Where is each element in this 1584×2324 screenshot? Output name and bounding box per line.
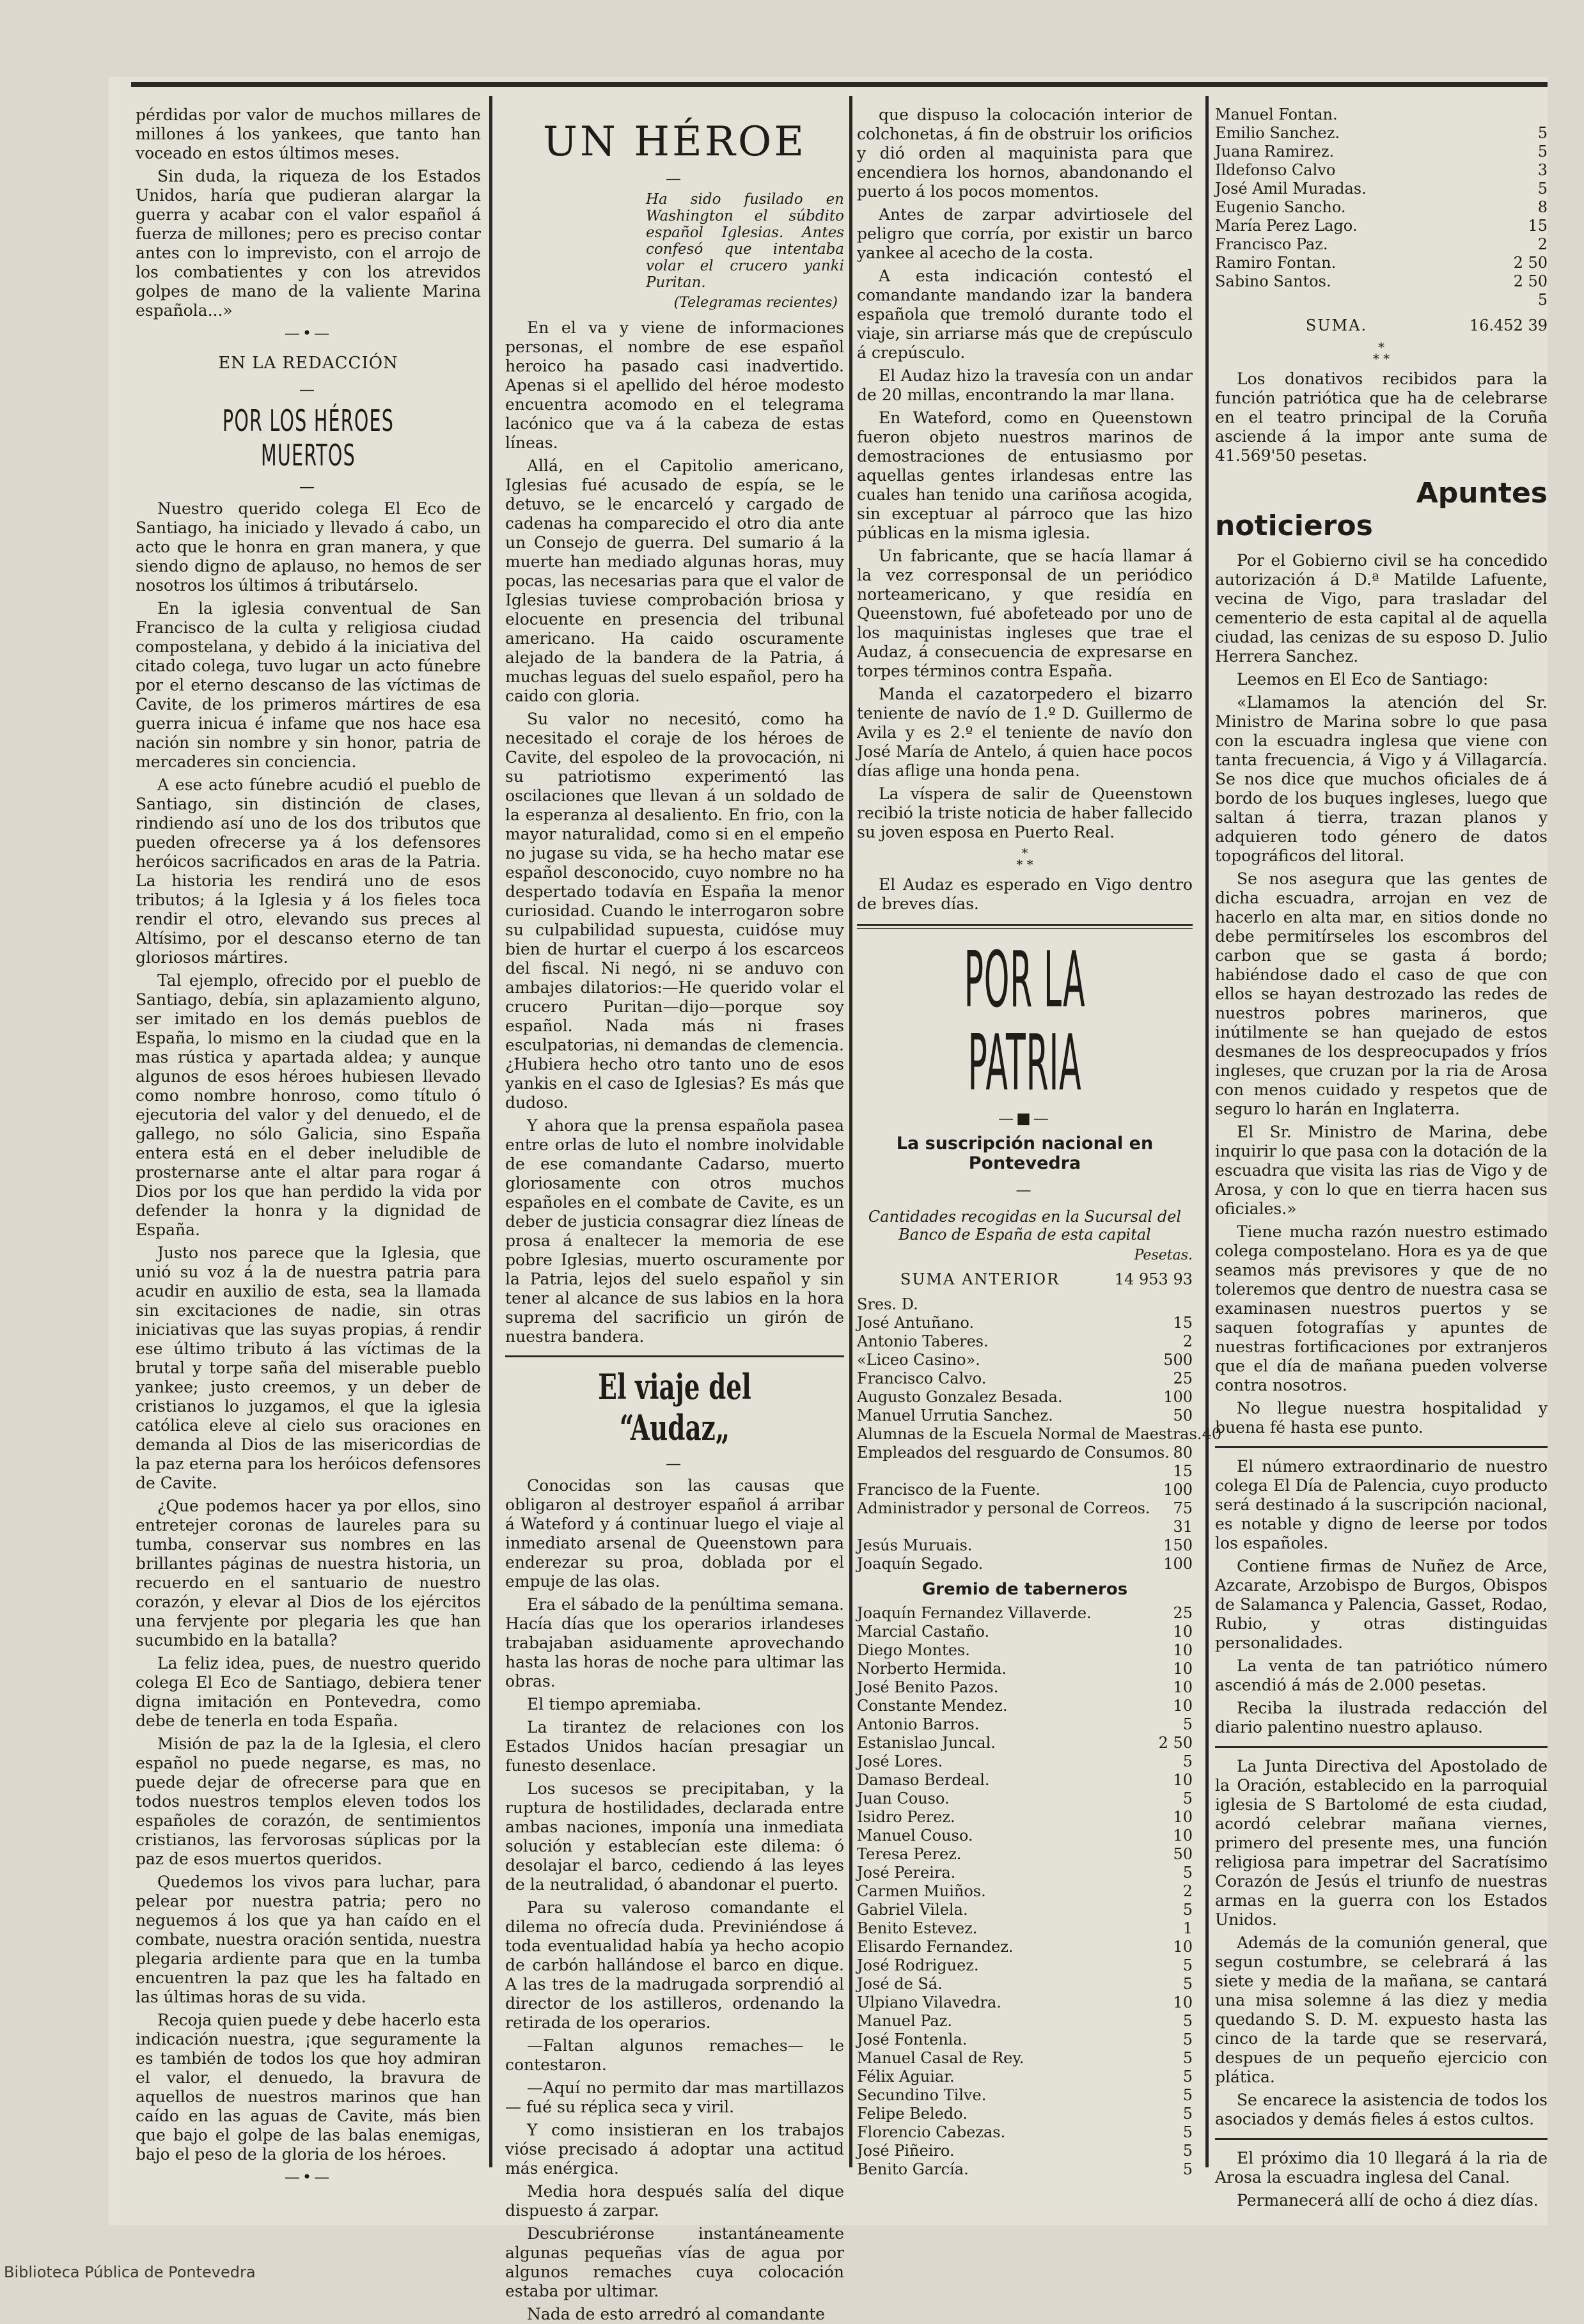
paragraph: Se nos asegura que las gentes de dicha escuadra, arrojan en vez de hacerlo en alta mar, en sitios donde no debe permitírseles los escombros del carbon que se gasta á bordo; habiéndose dado el caso de que con ellos se hayan destrozado las redes de nuestros pobres marineros, que inútilmente se han quejado de estos desmanes de los despreocupados y fríos ingleses, que cruzan por la ria de Arosa con menos cuidado y respetos que de seguro lo harán en Inglaterra. (1215, 870, 1548, 1118)
paragraph: El número extraordinario de nuestro colega El Día de Palencia, cuyo producto será destinado á la suscripción nacional, es notable y digno de leerse por todos los españoles. (1215, 1457, 1548, 1552)
donor-row (857, 1369, 1193, 1388)
donor-amount: 50 (1173, 1407, 1193, 1424)
section-heading-line2: noticieros (1215, 510, 1373, 542)
donor-amount: 2 (1537, 235, 1548, 253)
paragraph: Allá, en el Capitolio americano, Iglesias fué acusado de espía, se le detuvo, se le encarceló y cargado de cadenas ha comparecido el otro dia ante un Consejo de guerra. Del sumario á la muerte han mediado algunas horas, muy pocas, las necesarias para que el valor de Iglesias tuviese comprobación briosa y elocuente en presencia del tribunal americano. Ha caido oscuramente alejado de la bandera de la Patria, á muchas leguas del suelo español, pero ha caido con gloria. (505, 456, 844, 705)
donor-row (857, 1752, 1193, 1771)
donor-row (857, 2142, 1193, 2160)
top-rule (131, 82, 1548, 87)
paragraph: «Llamamos la atención del Sr. Ministro de Marina sobre lo que pasa con la escuadra inglesa que viene con tanta frecuencia, á Vigo y á Villagarcía. Se nos dice que muchos oficiales de á bordo de los buques ingleses, luego que saltan á tierra, trazan planos y adquieren todo género de datos topográficos del litoral. (1215, 693, 1548, 865)
donor-name: Eugenio Sancho. (1215, 198, 1346, 216)
donor-amount: 100 (1163, 1555, 1193, 1573)
donor-amount: 100 (1163, 1388, 1193, 1406)
donor-amount: 15 (1528, 217, 1548, 235)
previous-total (857, 1270, 1193, 1289)
donor-name: Jesús Muruais. (857, 1536, 973, 1554)
donor-name: Isidro Perez. (857, 1808, 955, 1826)
paragraph: El próximo dia 10 llegará á la ria de Arosa la escuadra inglesa del Canal. (1215, 2149, 1548, 2187)
paragraph: No llegue nuestra hospitalidad y buena fé hasta ese punto. (1215, 1399, 1548, 1437)
donor-amount: 10 (1173, 1771, 1193, 1789)
donor-amount: 15 (1173, 1314, 1193, 1332)
paragraph: Quedemos los vivos para luchar, para pelear por nuestra patria; pero no neguemos á los que ya han caído en el combate, nuestra oración sentida, nuestra plegaria ardiente para que en la tumba encuentren la paz que les ha faltado en las últimas horas de su vida. (136, 1873, 481, 2006)
donor-name: José Amil Muradas. (1215, 180, 1367, 198)
telegram-quote: Ha sido fusilado en Washington el súbdito español Iglesias. Antes confesó que intentaba volar el crucero yanki Puritan. (646, 191, 844, 291)
currency-label: Pesetas. (1134, 1247, 1193, 1263)
donor-amount: 150 (1163, 1536, 1193, 1554)
paragraph: —Aquí no permito dar mas martillazos— fué su réplica seca y viril. (505, 2078, 844, 2116)
donor-row (857, 2105, 1193, 2123)
donor-name: José de Sá. (857, 1975, 943, 1993)
article-headline: UN HÉROE (542, 118, 807, 166)
paragraph: Justo nos parece que la Iglesia, que unió su voz á la de nuestra patria para acudir en auxilio de esta, sea la llamada sin excitaciones de nadie, sin otras iniciativas que las suyas propias, á rendir ese último tributo á las víctimas de la brutal y torpe saña del miserable pueblo yankee; justo creemos, y un deber de cristianos lo juzgamos, el que la iglesia católica eleve al cielo sus oraciones en demanda al Dios de las misericordias de la paz eterna para los heróicos defensores de Cavite. (136, 1244, 481, 1492)
article-body (505, 1476, 844, 2324)
donor-amount: 5 (1182, 2123, 1193, 2141)
donor-row (857, 2086, 1193, 2105)
donor-amount: 5 (1182, 1790, 1193, 1807)
article-body (857, 105, 1193, 842)
list-caption: Cantidades recogidas en la Sucursal del Banco de España de esta capital (868, 1208, 1182, 1244)
donor-row (857, 2068, 1193, 2086)
donor-amount: 10 (1173, 1993, 1193, 2011)
donor-name: Secundino Tilve. (857, 2086, 987, 2104)
paragraph: El tiempo apremiaba. (527, 1695, 702, 1713)
donor-name: Augusto Gonzalez Besada. (857, 1388, 1063, 1406)
divider (505, 1355, 844, 1357)
donor-name: Diego Montes. (857, 1641, 970, 1659)
donor-name: José Benito Pazos. (857, 1678, 999, 1696)
donor-name: Joaquín Fernandez Villaverde. (857, 1604, 1092, 1622)
paragraph: Se encarece la asistencia de todos los asociados y demás fieles á estos cultos. (1215, 2091, 1548, 2128)
paragraph: Media hora después salía del dique dispuesto á zarpar. (505, 2182, 844, 2220)
article-body (1215, 1757, 1548, 2129)
paragraph: Los donativos recibidos para la función patriótica que ha de celebrarse en el teatro principal de la Coruña asciende á la impor ante suma de 41.569'50 pesetas. (1215, 370, 1548, 465)
donor-row (857, 1864, 1193, 1882)
paragraph: Nuestro querido colega El Eco de Santiago, ha iniciado y llevado á cabo, un acto que le honra en gran manera, y que siendo digno de aplauso, no hemos de ser nosotros los últimos á tributárselo. (136, 499, 481, 595)
donor-row (857, 1604, 1193, 1623)
donor-row (857, 1975, 1193, 1993)
donor-name: Manuel Urrutia Sanchez. (857, 1407, 1053, 1424)
donor-name: José Rodriguez. (857, 1956, 979, 1974)
divider (1215, 1746, 1548, 1748)
donor-row (1215, 180, 1548, 198)
paragraph: Leemos en El Eco de Santiago: (1237, 670, 1489, 689)
paragraph: El Audaz hizo la travesía con un andar de 20 millas, encontrando la mar llana. (857, 366, 1193, 404)
donor-name: Manuel Casal de Rey. (857, 2049, 1024, 2067)
donor-amount: 10 (1173, 1641, 1193, 1659)
donor-name: Ulpiano Vilavedra. (857, 1993, 1001, 2011)
ornament: — (666, 169, 684, 187)
donor-amount: 5 (1537, 143, 1548, 160)
donor-amount: 25 (1173, 1369, 1193, 1387)
paragraph: Tiene mucha razón nuestro estimado colega compostelano. Hora es ya de que seamos más previsores y que de no toleremos que dentro de nuestra casa se examinasen nuestros puertos y se saquen fotografías y apuntes de nuestras fortificaciones por extranjeros que el día de mañana pueden volverse contra nosotros. (1215, 1222, 1548, 1394)
total-value: 14 953 93 (1114, 1270, 1193, 1288)
donor-row (1215, 124, 1548, 143)
donor-row (857, 1938, 1193, 1956)
paragraph: que dispuso la colocación interior de colchonetas, á fin de obstruir los orificios y dió orden al maquinista para que encendiera los hornos, abandonando el puerto á los pocos momentos. (857, 105, 1193, 201)
paragraph: Sin duda, la riqueza de los Estados Unidos, haría que pudieran alargar la guerra y acabar con el valor español á fuerza de millones; pero es preciso contar antes con lo imprevisto, con el arrojo de los combatientes y con los atrevidos golpes de mano de la valiente Marina española...» (136, 167, 481, 320)
ornament: —•— (284, 324, 333, 342)
paragraph: La feliz idea, pues, de nuestro querido colega El Eco de Santiago, debiera tener digna imitación en Pontevedra, como debe de tenerla en toda España. (136, 1654, 481, 1730)
donor-row (857, 1827, 1193, 1845)
donor-row (857, 2031, 1193, 2049)
donor-list (1215, 105, 1548, 309)
donor-amount: 10 (1173, 1678, 1193, 1696)
donor-name: Juan Couso. (857, 1790, 950, 1807)
paragraph: Antes de zarpar advirtiosele del peligro que corría, por existir un barco yankee al acecho de la costa. (857, 205, 1193, 262)
section-heading-line1: Apuntes (1416, 477, 1548, 510)
ornament: — (299, 478, 317, 495)
donor-name: Francisco de la Fuente. (857, 1481, 1040, 1499)
donor-name (1215, 291, 1477, 309)
paragraph: —Faltan algunos remaches— le contestaron. (505, 2036, 844, 2074)
donor-row (857, 1715, 1193, 1734)
paragraph: ¿Que podemos hacer ya por ellos, sino entretejer coronas de laureles para su tumba, conservar sus nombres en las brillantes páginas de nuestra historia, un recuerdo en el santuario de nuestro corazón, y elevar al Dios de los ejércitos una fervjente por plegaria les que han sucumbido en la batalla? (136, 1497, 481, 1649)
ornament: — (1015, 1181, 1034, 1199)
column-rule (489, 96, 492, 2167)
donor-amount: 2 50 (1158, 1734, 1193, 1752)
asterism: * * * (1016, 845, 1033, 872)
donor-amount: 10 (1173, 1623, 1193, 1641)
paragraph: A esta indicación contestó el comandante mandando izar la bandera española que tremoló durante todo el viaje, sin arriarse más que de crepúsculo á crepúsculo. (857, 267, 1193, 362)
paragraph: Reciba la ilustrada redacción del diario palentino nuestro aplauso. (1215, 1699, 1548, 1736)
donor-name: Alumnas de la Escuela Normal de Maestras. (857, 1425, 1202, 1443)
donor-name: José Piñeiro. (857, 2142, 955, 2160)
donor-name: Félix Aguiar. (857, 2068, 955, 2086)
donor-name: Sabino Santos. (1215, 272, 1331, 290)
donor-amount: 25 (1173, 1604, 1193, 1622)
donor-amount: 100 (1163, 1481, 1193, 1499)
donor-name: Felipe Beledo. (857, 2105, 968, 2123)
intro-paragraph: pérdidas por valor de muchos millares de millones á los yankees, que tanto han voceado en estos últimos meses. (136, 105, 481, 162)
donor-name: María Perez Lago. (1215, 217, 1358, 235)
paragraph: Los sucesos se precipitaban, y la ruptura de hostilidades, declarada entre ambas naciones, imponía una inmediata solución y establecían este dilema: ó desolajar el barco, cediendo á las leyes de la neutralidad, ó abandonar el puerto. (505, 1779, 844, 1894)
donor-amount: 500 (1163, 1351, 1193, 1369)
donor-name: Antonio Barros. (857, 1715, 980, 1733)
donor-amount: 10 (1173, 1938, 1193, 1956)
donor-name: Norberto Hermida. (857, 1660, 1007, 1678)
paragraph: En el va y viene de informaciones personas, el nombre de ese español heroico ha pasado casi inadvertido. Apenas si el apellido del héroe modesto encuentra acomodo en el telegrama lacónico que va á la cabeza de estas líneas. (505, 318, 844, 452)
donor-amount: 5 (1537, 291, 1548, 309)
donor-name: Florencio Cabezas. (857, 2123, 1006, 2141)
donor-name: Constante Mendez. (857, 1697, 1008, 1715)
donor-amount: 5 (1182, 1864, 1193, 1882)
grand-total (1215, 316, 1548, 335)
paragraph: A ese acto fúnebre acudió el pueblo de Santiago, sin distinción de clases, rindiendo así uno de los dos tributos que pueden ofrecerse ya á los defensores heróicos sacrificados en aras de la Patria. La historia les rendirá uno de esos tributos; á la Iglesia y á los fieles toca rendir el otro, elevando sus preces al Altísimo, por el descanso eterno de tan gloriosos mártires. (136, 776, 481, 967)
article-body (1215, 2149, 1548, 2210)
ornament: — (299, 380, 317, 398)
donor-amount: 2 (1182, 1882, 1193, 1900)
paragraph: En la iglesia conventual de San Francisco de la culta y religiosa ciudad compostelana, y debido á la iniciativa del citado colega, tuvo lugar un acto fúnebre por el eterno descanso de las víctimas de Cavite, de los primeros mártires de esa guerra inicua é infame que nos hace esa nación sin nombre y sin honor, patria de mercaderes sin conciencia. (136, 599, 481, 771)
donor-row (857, 1734, 1193, 1752)
donor-name: Teresa Perez. (857, 1845, 962, 1863)
quote-source: (Telegramas recientes) (673, 295, 838, 311)
donor-name: José Lores. (857, 1752, 943, 1770)
donor-row (857, 1314, 1193, 1332)
donor-amount: 1 (1182, 1919, 1193, 1937)
donor-row (857, 1536, 1193, 1555)
divider (1215, 1446, 1548, 1448)
donor-row (1215, 105, 1548, 124)
article-body (136, 499, 481, 2164)
donor-row (857, 1882, 1193, 1901)
donor-row (857, 2123, 1193, 2142)
donor-row (857, 1641, 1193, 1660)
donor-row (1215, 254, 1548, 272)
donor-amount: 5 (1182, 2142, 1193, 2160)
donor-name: Administrador y personal de Correos. (857, 1499, 1150, 1517)
donor-row (857, 1444, 1193, 1481)
column-rule (849, 96, 852, 2167)
divider (1215, 2138, 1548, 2140)
library-credit: Biblioteca Pública de Pontevedra (4, 2263, 256, 2281)
column-1 (136, 105, 481, 2186)
paragraph: Y como insistieran en los trabajos vióse precisado á adoptar una actitud más enérgica. (505, 2121, 844, 2178)
donor-row (857, 1407, 1193, 1425)
column-4 (1215, 105, 1548, 2210)
paragraph: La víspera de salir de Queenstown recibió la triste noticia de haber fallecido su joven esposa en Puerto Real. (857, 784, 1193, 841)
paragraph: Un fabricante, que se hacía llamar á la vez corresponsal de un periódico norteamericano, y que residía en Queenstown, fué abofeteado por uno de los maquinistas ingleses que trae el Audaz, á consecuencia de expresarse en torpes términos contra España. (857, 547, 1193, 680)
donor-amount: 50 (1173, 1845, 1193, 1863)
donor-name: «Liceo Casino». (857, 1351, 980, 1369)
article-body (1215, 1457, 1548, 1737)
donor-row (1215, 235, 1548, 254)
donor-amount: 5 (1182, 1752, 1193, 1770)
donor-amount: 5 (1182, 2086, 1193, 2104)
donor-row (857, 2012, 1193, 2031)
donor-row (857, 1919, 1193, 1938)
donor-amount: 5 (1182, 2068, 1193, 2086)
donor-name: Marcial Castaño. (857, 1623, 990, 1641)
donor-name: Gabriel Vilela. (857, 1901, 968, 1919)
article-headline: POR LA PATRIA (964, 936, 1086, 1108)
donor-name: José Fontenla. (857, 2031, 968, 2048)
donor-row (857, 1623, 1193, 1641)
donor-name: Emilio Sanchez. (1215, 124, 1340, 142)
list-header (857, 1295, 1193, 1314)
donor-amount: 2 50 (1513, 254, 1548, 272)
paragraph: Manda el cazatorpedero el bizarro teniente de navío de 1.º D. Guillermo de Avila y es 2.º el teniente de navío don José María de Antelo, á quien hace pocos días aflige una honda pena. (857, 685, 1193, 780)
paragraph: Misión de paz la de la Iglesia, el clero español no puede negarse, es mas, no puede dejar de ofrecerse para que en todos nuestros templos eleven todos los españoles de corazón, de sentimientos cristianos, las fervorosas súplicas por la paz de esos muertos queridos. (136, 1735, 481, 1868)
paragraph: Descubriéronse instantáneamente algunas pequeñas vías de agua por algunos remaches cuya colocación estaba por ultimar. (505, 2224, 844, 2300)
donor-row (857, 1660, 1193, 1678)
donor-row (857, 1351, 1193, 1369)
total-value: 16.452 39 (1469, 316, 1548, 334)
sres-label: Sres. D. (857, 1295, 918, 1313)
column-2 (505, 105, 844, 2323)
paragraph: Por el Gobierno civil se ha concedido autorización á D.ª Matilde Lafuente, vecina de Vigo, para trasladar del cementerio de esta capital al de aquella ciudad, las cenizas de su esposo D. Julio Herrera Sanchez. (1215, 551, 1548, 666)
donor-name: Joaquín Segado. (857, 1555, 984, 1573)
paragraph: Permanecerá allí de ocho á diez días. (1237, 2191, 1539, 2210)
donor-list (857, 1314, 1222, 1573)
group-heading: Gremio de taberneros (921, 1580, 1128, 1599)
ornament: — (666, 1454, 684, 1472)
donor-amount: 5 (1182, 2105, 1193, 2123)
paragraph: Tal ejemplo, ofrecido por el pueblo de Santiago, debía, sin aplazamiento alguno, ser imitado en los demás pueblos de España, lo mismo en la ciudad que en la mas rústica y apartada aldea; y aunque algunos de esos héroes hubiesen llevado como nombre honroso, como título ó ejecutoria del valor y del denuedo, el de gallego, no sólo Galicia, sino España entera está en el deber ineludible de prosternarse ante el altar para rogar á Dios por los que han perdido la vida por defender la honra y la dignidad de España. (136, 971, 481, 1239)
donor-row (857, 1808, 1193, 1827)
donor-amount: 75 31 (1173, 1499, 1193, 1536)
donor-amount: 40 (1202, 1425, 1222, 1443)
donor-amount: 10 (1173, 1660, 1193, 1678)
donor-row (857, 1499, 1193, 1536)
paragraph: El Sr. Ministro de Marina, debe inquirir lo que pasa con la dotación de la escuadra que visita las rias de Vigo y de Arosa, y con lo que en tierra hacen sus oficiales.» (1215, 1123, 1548, 1218)
column-rule (1205, 96, 1209, 2167)
donor-row (1215, 143, 1548, 161)
donor-name: Manuel Fontan. (1215, 105, 1338, 123)
donor-row (857, 1425, 1222, 1444)
total-label: SUMA. (1305, 316, 1368, 334)
paragraph: Era el sábado de la penúltima semana. Hacía días que los operarios irlandeses trabajaban asiduamente aprovechando hasta las horas de noche para ultimar las obras. (505, 1595, 844, 1690)
paragraph: La Junta Directiva del Apostolado de la Oración, establecido en la parroquial iglesia de S Bartolomé de esta ciudad, acordó celebrar mañana viernes, primero del presente mes, una función religiosa para impetrar del Sacratísimo Corazón de Jesús el triunfo de nuestras armas en la guerra con los Estados Unidos. (1215, 1757, 1548, 1929)
paragraph: Nada de esto arredró al comandante (527, 2305, 826, 2323)
donor-row (857, 1956, 1193, 1975)
donor-row (857, 2049, 1193, 2068)
donor-amount: 2 50 (1513, 272, 1548, 290)
paragraph: Su valor no necesitó, como ha necesitado el coraje de los héroes de Cavite, del espoleo de la provocación, ni su patriotismo experimentó las oscilaciones que llevan á un soldado de la esperanza al desaliento. En frio, con la mayor naturalidad, como si en el empeño no jugase su vida, se ha hecho matar ese español desconocido, cuyo nombre no ha despertado todavía en España la menor curiosidad. Cuando le interrogaron sobre su culpabilidad supuesta, cuidóse muy bien de hurtar el cuerpo á los escarceos del fiscal. Ni negó, ni se anduvo con ambajes dilatorios:—He querido volar el crucero Puritan—dijo—porque soy español. Nada más ni frases esculpatorias, ni demandas de clemencia. ¿Hubiera hecho otro tanto uno de esos yankis en el caso de Iglesias? Es más que dudoso. (505, 710, 844, 1112)
ornament: —■— (998, 1109, 1051, 1127)
asterism: * * * (1372, 339, 1390, 366)
donor-amount: 5 (1182, 1975, 1193, 1993)
donor-row (857, 1332, 1193, 1351)
donor-amount: 5 (1182, 2031, 1193, 2048)
donor-amount: 3 (1537, 161, 1548, 179)
donor-amount: 5 (1182, 2160, 1193, 2178)
donor-row (857, 1678, 1193, 1697)
donor-row (1215, 291, 1548, 309)
donor-name: Ildefonso Calvo (1215, 161, 1336, 179)
article-body (505, 318, 844, 1346)
donor-row (857, 1555, 1193, 1573)
donor-name: Benito Estevez. (857, 1919, 978, 1937)
donor-name: Francisco Paz. (1215, 235, 1328, 253)
donor-amount: 8 (1537, 198, 1548, 216)
donor-row (857, 2160, 1193, 2179)
divider (857, 924, 1193, 929)
paragraph: El Audaz es esperado en Vigo dentro de breves días. (857, 875, 1193, 913)
paragraph: Y ahora que la prensa española pasea entre orlas de luto el nombre inolvidable de ese comandante Cadarso, muerto gloriosamente con otros muchos españoles en el combate de Cavite, es un deber de justicia consagrar diez líneas de prosa á enaltecer la memoria de ese pobre Iglesias, muerto oscuramente por la Patria, lejos del suelo español y sin tener al alcance de sus labios en la hora suprema del sacrificio un girón de nuestra bandera. (505, 1116, 844, 1346)
column-3 (857, 105, 1222, 2178)
donor-name: Ramiro Fontan. (1215, 254, 1337, 272)
donor-amount: 5 (1182, 1956, 1193, 1974)
donor-row (857, 1790, 1193, 1808)
donor-amount: 2 (1182, 1332, 1193, 1350)
donor-name: Antonio Taberes. (857, 1332, 989, 1350)
donor-row (857, 1388, 1193, 1407)
donor-name: Juana Ramirez. (1215, 143, 1335, 160)
donor-row (857, 1697, 1193, 1715)
paragraph: La tirantez de relaciones con los Estados Unidos hacían presagiar un funesto desenlace. (505, 1718, 844, 1775)
paragraph: En Wateford, como en Queenstown fueron objeto nuestros marinos de demostraciones de entusiasmo por aquellas gentes irlandesas entre las cuales han tenido una cariñosa acogida, sin exceptuar al párroco que las hizo públicas en la misma iglesia. (857, 409, 1193, 542)
subheading: La suscripción nacional en Pontevedra (896, 1134, 1154, 1173)
donor-row (857, 1771, 1193, 1790)
donor-row (1215, 217, 1548, 235)
donor-name: Damaso Berdeal. (857, 1771, 990, 1789)
donor-amount: 5 (1537, 180, 1548, 198)
article-body (1215, 551, 1548, 1437)
donor-list (857, 1604, 1193, 2179)
donor-amount: 5 (1182, 2012, 1193, 2030)
donor-name: Manuel Paz. (857, 2012, 952, 2030)
paragraph: La venta de tan patriótico número ascendió á más de 2.000 pesetas. (1215, 1657, 1548, 1694)
donor-row (857, 1901, 1193, 1919)
donor-amount: 10 (1173, 1697, 1193, 1715)
donor-row (1215, 161, 1548, 180)
donor-name: Empleados del resguardo de Consumos. (857, 1444, 1170, 1462)
paragraph: Conocidas son las causas que obligaron al destroyer español á arribar á Wateford y á continuar luego el viaje al inmediato arsenal de Queenstown para enderezar su proa, doblada por el empuje de las olas. (505, 1476, 844, 1591)
donor-amount: 80 15 (1173, 1444, 1193, 1480)
total-label: SUMA ANTERIOR (900, 1270, 1060, 1288)
donor-name: Francisco Calvo. (857, 1369, 987, 1387)
article-headline: POR LOS HÉROES MUERTOS (222, 403, 395, 472)
paragraph: Además de la comunión general, que segun costumbre, se celebrará á las siete y media de la mañana, se cantará una misa solemne á las diez y media quedando S. D. M. expuesto hasta las cinco de la tarde que se reservará, despues de un pequeño ejercicio con plática. (1215, 1933, 1548, 2086)
donor-name: Carmen Muiños. (857, 1882, 986, 1900)
donor-amount: 5 (1537, 124, 1548, 142)
donor-row (857, 1993, 1193, 2012)
donor-name: José Pereira. (857, 1864, 956, 1882)
donor-amount (1477, 105, 1548, 124)
paragraph: Para su valeroso comandante el dilema no ofrecía duda. Previniéndose á toda eventualidad había ya hecho acopio de carbón hallándose el barco en dique. A las tres de la madrugada sorprendió al director de los astilleros, ordenando la retirada de los operarios. (505, 1898, 844, 2032)
donor-row (1215, 198, 1548, 217)
section-heading: EN LA REDACCIÓN (218, 354, 398, 373)
donor-row (857, 1481, 1193, 1499)
donor-amount: 5 (1182, 1901, 1193, 1919)
paragraph: Recoja quien puede y debe hacerlo esta indicación nuestra, ¡que seguramente la es también de todos los que hoy admiran el valor, el denuedo, la bravura de aquellos de nuestros marinos que han caído en las aguas de Cavite, más bien que bajo el golpe de las balas enemigas, bajo el peso de la gloria de los héroes. (136, 2011, 481, 2164)
donor-amount: 10 (1173, 1827, 1193, 1844)
donor-row (857, 1845, 1193, 1864)
article-headline: El viaje del “Audaz„ (598, 1366, 751, 1448)
donor-amount: 10 (1173, 1808, 1193, 1826)
donor-name: Estanislao Juncal. (857, 1734, 996, 1752)
donor-name: Elisardo Fernandez. (857, 1938, 1014, 1956)
donor-name: José Antuñano. (857, 1314, 974, 1332)
donor-amount: 5 (1182, 2049, 1193, 2067)
ornament: —•— (284, 2168, 333, 2186)
donor-row (1215, 272, 1548, 291)
donor-amount: 5 (1182, 1715, 1193, 1733)
paragraph: Contiene firmas de Nuñez de Arce, Azcarate, Arzobispo de Burgos, Obispos de Salamanca y Palencia, Gasset, Rodao, Rubio, y otras distinguidas personalidades. (1215, 1557, 1548, 1652)
donor-name: Benito García. (857, 2160, 969, 2178)
donor-name: Manuel Couso. (857, 1827, 973, 1844)
